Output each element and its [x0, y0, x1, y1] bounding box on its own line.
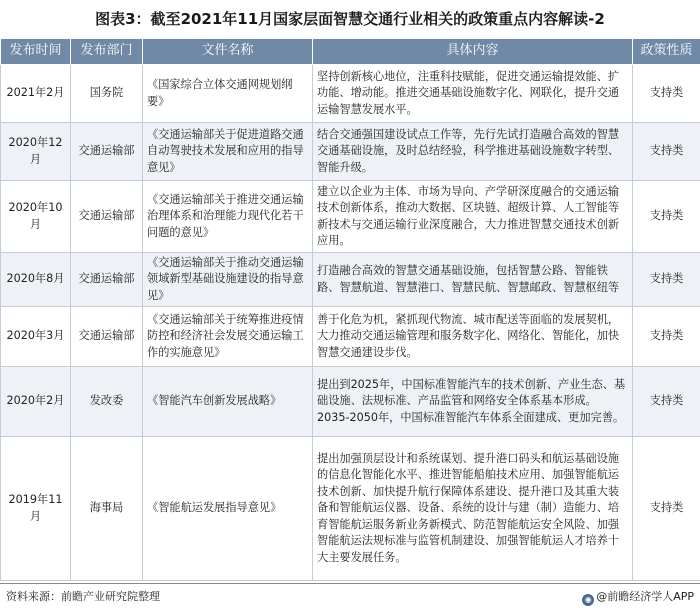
cell-document: 《智能航运发展指导意见》	[143, 437, 313, 581]
cell-content: 建立以企业为主体、市场为导向、产学研深度融合的交通运输技术创新体系，推动大数据、区块链、超级计算、人工智能等新技术与交通运输行业深度融合，大力推进智慧交通技术创新应用。	[313, 181, 633, 253]
header-department: 发布部门	[71, 39, 143, 65]
cell-document: 《智能汽车创新发展战略》	[143, 367, 313, 437]
cell-nature: 支持类	[633, 307, 700, 367]
header-nature: 政策性质	[633, 39, 700, 65]
cell-nature: 支持类	[633, 437, 700, 581]
qianzhan-logo-icon: ◉	[582, 594, 594, 606]
header-content: 具体内容	[313, 39, 633, 65]
footer	[0, 583, 700, 611]
cell-nature: 支持类	[633, 65, 700, 123]
cell-document: 《国家综合立体交通网规划纲要》	[143, 65, 313, 123]
cell-department: 交通运输部	[71, 181, 143, 253]
table-row	[1, 253, 700, 307]
source-note: 资料来源：前瞻产业研究院整理	[6, 590, 160, 603]
table-row	[1, 307, 700, 367]
cell-document: 《交通运输部关于统筹推进疫情防控和经济社会发展交通运输工作的实施意见》	[143, 307, 313, 367]
cell-department: 交通运输部	[71, 307, 143, 367]
cell-department: 发改委	[71, 367, 143, 437]
cell-department: 交通运输部	[71, 253, 143, 307]
cell-date: 2020年2月	[1, 367, 71, 437]
cell-department: 海事局	[71, 437, 143, 581]
header-date: 发布时间	[1, 39, 71, 65]
brand-label: @前瞻经济学人APP	[596, 590, 694, 603]
table-row	[1, 437, 700, 581]
header-document: 文件名称	[143, 39, 313, 65]
cell-date: 2020年8月	[1, 253, 71, 307]
cell-content: 坚持创新核心地位，注重科技赋能，促进交通运输提效能、扩功能、增动能。推进交通基础设施数字化、网联化，提升交通运输智慧发展水平。	[313, 65, 633, 123]
policy-table	[0, 38, 700, 581]
cell-nature: 支持类	[633, 123, 700, 181]
cell-document: 《交通运输部关于促进道路交通自动驾驶技术发展和应用的指导意见》	[143, 123, 313, 181]
cell-content: 打造融合高效的智慧交通基础设施，包括智慧公路、智能铁路、智慧航道、智慧港口、智慧民航、智慧邮政、智慧枢纽等	[313, 253, 633, 307]
cell-date: 2020年3月	[1, 307, 71, 367]
cell-content: 提出加强顶层设计和系统谋划、提升港口码头和航运基础设施的信息化智能化水平、推进智能船舶技术应用、加强智能航运技术创新、加快提升航行保障体系建设、提升港口及其重大装备和智能航运仪器、设备、系统的设计与建（制）造能力、培育智能航运服务新业务新模式、防范智能航运安全风险、加强智能航运法规标准与监管机制建设、加强智能航运人才培养十大主要发展任务。	[313, 437, 633, 581]
cell-content: 善于化危为机，紧抓现代物流、城市配送等面临的发展契机，大力推动交通运输管理和服务数字化、网络化、智能化，加快智慧交通建设步伐。	[313, 307, 633, 367]
cell-department: 交通运输部	[71, 123, 143, 181]
page-title: 图表3：截至2021年11月国家层面智慧交通行业相关的政策重点内容解读-2	[95, 10, 605, 28]
brand-credit	[582, 584, 694, 610]
table-row	[1, 123, 700, 181]
cell-nature: 支持类	[633, 253, 700, 307]
cell-nature: 支持类	[633, 367, 700, 437]
cell-date: 2020年12月	[1, 123, 71, 181]
table-row	[1, 65, 700, 123]
cell-date: 2020年10月	[1, 181, 71, 253]
table-row	[1, 181, 700, 253]
table-row	[1, 367, 700, 437]
cell-document: 《交通运输部关于推动交通运输领域新型基础设施建设的指导意见》	[143, 253, 313, 307]
cell-date: 2021年2月	[1, 65, 71, 123]
cell-document: 《交通运输部关于推进交通运输治理体系和治理能力现代化若干问题的意见》	[143, 181, 313, 253]
cell-department: 国务院	[71, 65, 143, 123]
cell-date: 2019年11月	[1, 437, 71, 581]
cell-content: 结合交通强国建设试点工作等，先行先试打造融合高效的智慧交通基础设施，及时总结经验，科学推进基础设施数字转型、智能升级。	[313, 123, 633, 181]
table-header-row	[1, 39, 700, 65]
cell-nature: 支持类	[633, 181, 700, 253]
cell-content: 提出到2025年，中国标准智能汽车的技术创新、产业生态、基础设施、法规标准、产品监管和网络安全体系基本形成。2035-2050年，中国标准智能汽车体系全面建成、更加完善。	[313, 367, 633, 437]
